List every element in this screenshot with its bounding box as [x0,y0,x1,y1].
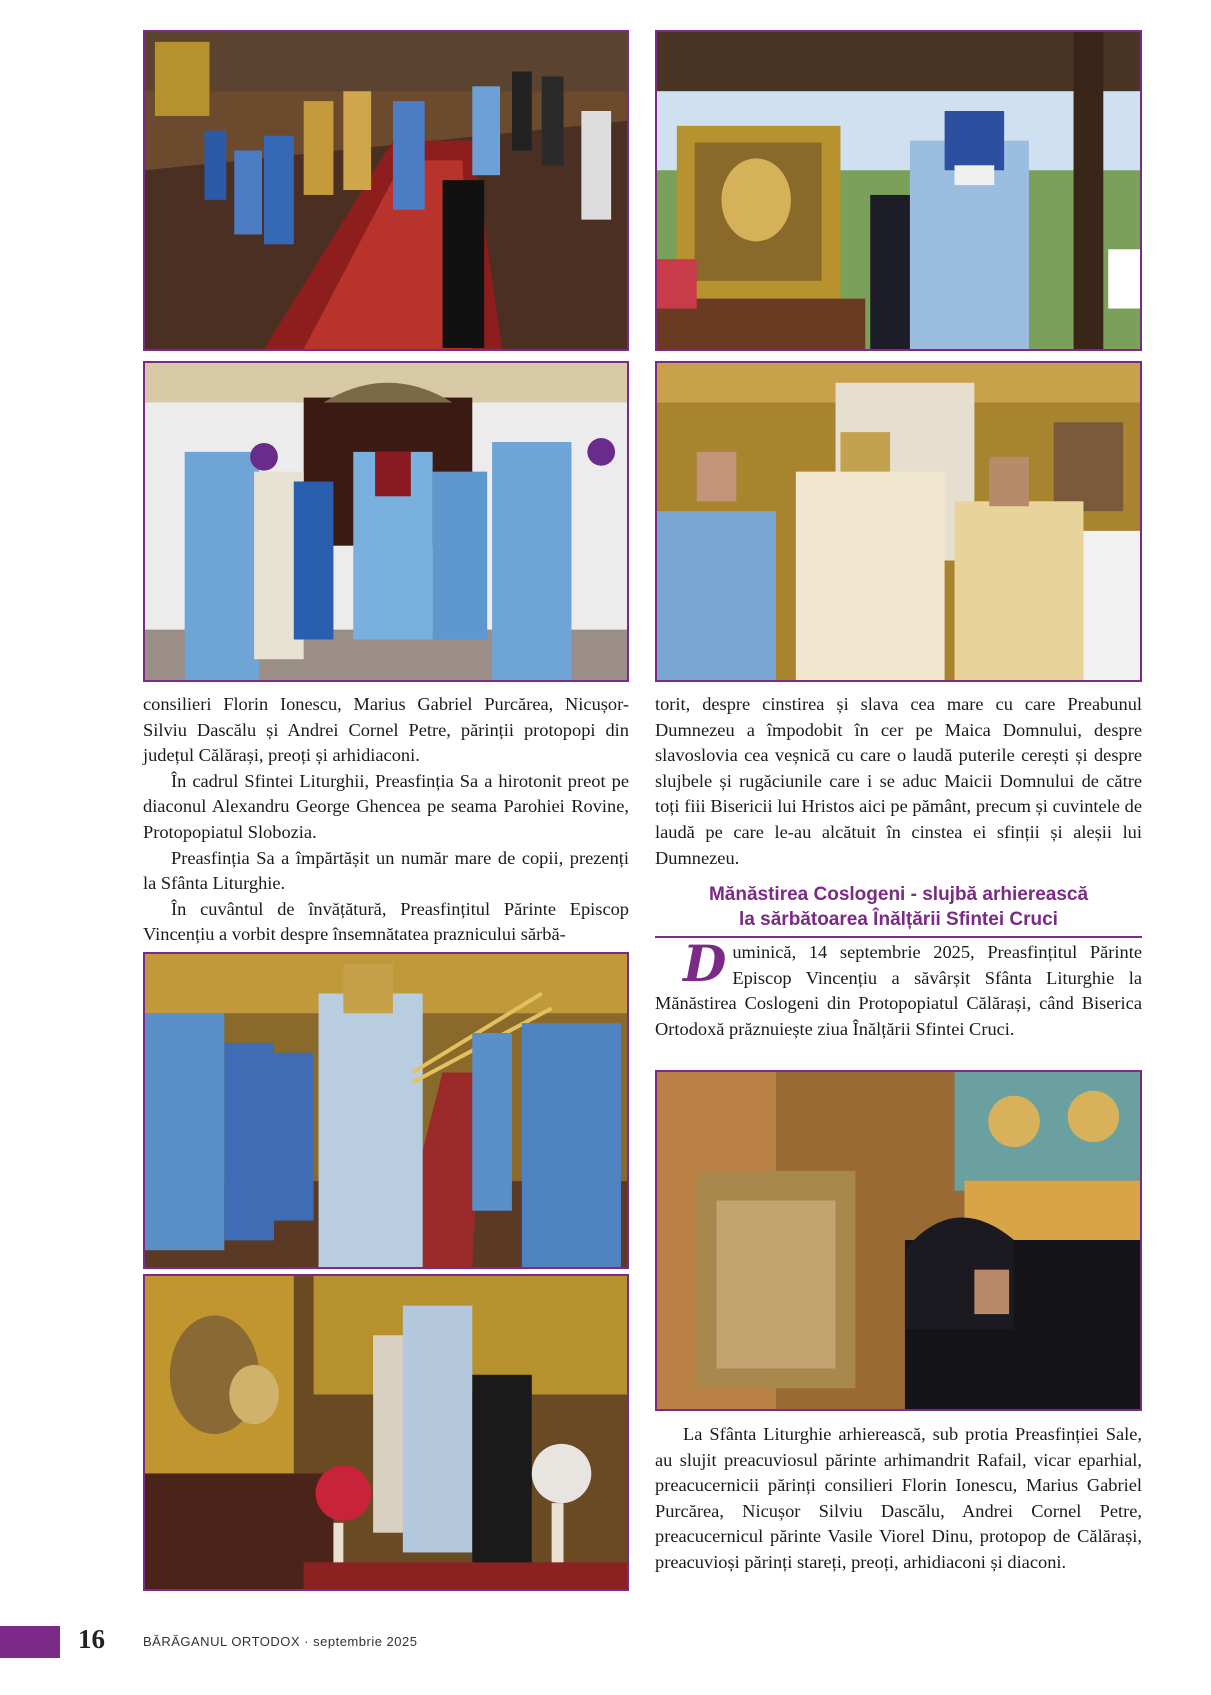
right-column-text-top [655,692,1142,871]
right-column-text-bottom [655,1422,1142,1576]
paragraph-intro-text: uminică, 14 septembrie 2025, Preasfințitul Părinte Episcop Vincențiu a săvârșit Sfânta Liturghie la Mănăstirea Coslogeni din Protopopiatul Călărași, când Biserica Ortodoxă prăznuiește ziua Înălțării Sfintei Cruci. [655,942,1142,1039]
right-column-intro [655,934,1142,1042]
photo-icon-altar [143,1274,629,1591]
paragraph-continuation: consilieri Florin Ionescu, Marius Gabriel Purcărea, Nicușor-Silviu Dascălu și Andrei Cornel Petre, părinții protopopi din județul Călărași, preoți și arhidiaconi. [143,694,629,766]
photo-liturgy-candles [143,952,629,1269]
photo-icon-outdoor [655,30,1142,351]
footer-accent-bar [0,1626,60,1658]
left-column-text [143,692,629,948]
paragraph-sermon: În cuvântul de învățătură, Preasfințitul Părinte Episcop Vincențiu a vorbit despre însemnătatea praznicului sărbă- [143,898,629,945]
heading-divider [655,936,1142,938]
paragraph-communion: Preasfinția Sa a împărtășit un număr mare de copii, prezenți la Sfânta Liturghie. [143,847,629,894]
publication-footer: BĂRĂGANUL ORTODOX · septembrie 2025 [143,1634,418,1649]
section-heading [655,882,1142,932]
paragraph-ordination: În cadrul Sfintei Liturghii, Preasfinția Sa a hirotonit preot pe diaconul Alexandru George Ghencea pe seama Parohiei Rovine, Protopopiatul Slobozia. [143,770,629,842]
photo-monastery-veneration [655,1070,1142,1411]
page-number: 16 [78,1624,105,1654]
dropcap-letter: D [683,934,727,993]
section-heading-line2: la sărbătoarea Înălțării Sfintei Cruci [739,909,1058,930]
photo-procession [143,30,629,351]
photo-clergy-entrance [143,361,629,682]
section-heading-line1: Mănăstirea Coslogeni - slujbă arhierească [708,884,1089,905]
paragraph-concelebrants: La Sfânta Liturghie arhierească, sub protia Preasfinției Sale, au slujit preacuviosul părinte arhimandrit Rafail, vicar eparhial, preacucernicii părinți consilieri Florin Ionescu, Marius Gabriel Purcărea, Nicușor Silviu Dascălu, Andrei Cornel Petre, preacucernicul părinte Vasile Viorel Dinu, protopop de Călărași, preacuvioși părinți stareți, preoți, arhidiaconi și diaconi. [655,1424,1142,1572]
photo-altar-bishop [655,361,1142,682]
paragraph-intro [655,934,1142,1042]
paragraph-sermon-continued: torit, despre cinstirea și slava cea mare cu care Preabunul Dumnezeu a împodobit în cer pe Maica Domnului, despre slavoslovia cea veșnică cu care o laudă puterile cerești și despre slujbele și rugăciunile care i se aduc Maicii Domnului de către toți fiii Bisericii lui Hristos aici pe pământ, precum și cuvintele de laudă pe care le-au alcătuit în cinstea ei sfinții și aleșii lui Dumnezeu. [655,694,1142,868]
